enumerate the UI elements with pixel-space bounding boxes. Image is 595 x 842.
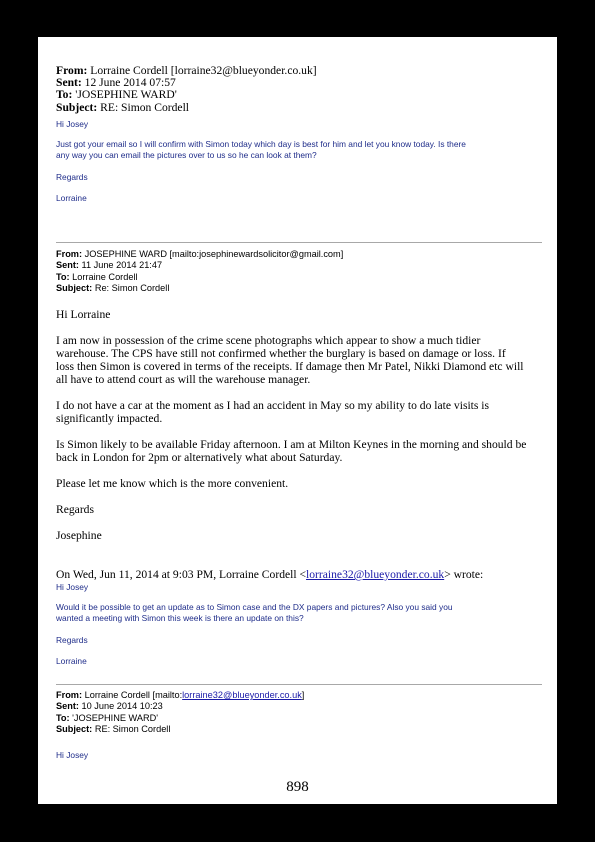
sent-label: Sent: <box>56 76 82 90</box>
separator-rule <box>56 684 542 685</box>
to-label: To: <box>56 712 70 723</box>
quoted-intro-prefix: On Wed, Jun 11, 2014 at 9:03 PM, Lorraine Cordell < <box>56 568 307 581</box>
email1-body-line: Just got your email so I will confirm with Simon today which day is best for him and let you know today. Is there <box>56 139 466 149</box>
paragraph-line: I am now in possession of the crime scene photographs which appear to show a much tidier <box>56 334 481 347</box>
email2-paragraph-3 <box>56 438 546 464</box>
paragraph-line: warehouse. The CPS have still not confirmed whether the burglary is based on damage or loss. If <box>56 347 506 360</box>
subject-label: Subject: <box>56 283 93 294</box>
from-prefix: Lorraine Cordell [mailto: <box>84 690 183 700</box>
email2-regards: Regards <box>56 503 94 516</box>
sent-label: Sent: <box>56 701 79 712</box>
email3-greeting: Hi Josey <box>56 750 89 760</box>
sent-label: Sent: <box>56 260 79 271</box>
quoted-greeting: Hi Josey <box>56 582 89 592</box>
email1-greeting: Hi Josey <box>56 119 89 129</box>
sent-value: 12 June 2014 07:57 <box>84 76 176 90</box>
from-label: From: <box>56 690 83 700</box>
email2-paragraph-1 <box>56 334 546 386</box>
subject-label: Subject: <box>56 724 93 735</box>
email2-greeting: Hi Lorraine <box>56 308 111 321</box>
to-value: 'JOSEPHINE WARD' <box>75 88 177 102</box>
quoted-body-line: Would it be possible to get an update as to Simon case and the DX papers and pictures? Also you said you <box>56 602 453 612</box>
subject-value: Re: Simon Cordell <box>94 283 170 294</box>
to-label: To: <box>56 88 73 102</box>
paragraph-line: back in London for 2pm or alternatively what about Saturday. <box>56 451 343 464</box>
email2-header <box>56 249 546 295</box>
document-page <box>38 37 557 804</box>
quoted-signature: Lorraine <box>56 656 87 666</box>
email2-signature: Josephine <box>56 529 102 542</box>
to-value: 'JOSEPHINE WARD' <box>72 712 159 723</box>
email1-regards: Regards <box>56 172 88 182</box>
sent-value: 11 June 2014 21:47 <box>81 260 163 271</box>
subject-value: RE: Simon Cordell <box>100 100 190 114</box>
email-link[interactable]: lorraine32@blueyonder.co.uk <box>306 568 445 581</box>
from-value: JOSEPHINE WARD [mailto:josephinewardsolicitor@gmail.com] <box>84 249 344 259</box>
email1-body <box>56 139 551 161</box>
quoted-body <box>56 602 551 624</box>
subject-value: RE: Simon Cordell <box>94 724 171 735</box>
email3-header <box>56 690 546 736</box>
email1-signature: Lorraine <box>56 193 87 203</box>
separator-rule <box>56 242 542 243</box>
from-value: Lorraine Cordell [lorraine32@blueyonder.co.uk] <box>90 64 317 77</box>
from-label: From: <box>56 64 88 77</box>
to-value: Lorraine Cordell <box>72 271 138 282</box>
paragraph-line: all have to attend court as will the warehouse manager. <box>56 373 311 386</box>
email-link[interactable]: lorraine32@blueyonder.co.uk <box>182 690 302 700</box>
paragraph-line: loss then Simon is covered in terms of the receipts. If damage then Mr Patel, Nikki Diamond etc will <box>56 360 524 373</box>
quoted-intro <box>56 568 546 581</box>
subject-label: Subject: <box>56 100 98 114</box>
email1-body-line: any way you can email the pictures over to us so he can look at them? <box>56 150 317 160</box>
email2-paragraph-2 <box>56 399 546 425</box>
paragraph-line: significantly impacted. <box>56 412 163 425</box>
email2-paragraph-4: Please let me know which is the more convenient. <box>56 477 289 490</box>
to-label: To: <box>56 271 70 282</box>
from-suffix: ] <box>301 690 305 700</box>
sent-value: 10 June 2014 10:23 <box>81 701 163 712</box>
paragraph-line: Is Simon likely to be available Friday afternoon. I am at Milton Keynes in the morning and should be <box>56 438 527 451</box>
page-number: 898 <box>286 779 309 795</box>
quoted-regards: Regards <box>56 635 88 645</box>
quoted-intro-suffix: > wrote: <box>444 568 484 581</box>
quoted-body-line: wanted a meeting with Simon this week is there an update on this? <box>56 613 304 623</box>
email1-header <box>56 65 546 114</box>
paragraph-line: I do not have a car at the moment as I had an accident in May so my ability to do late visits is <box>56 399 490 412</box>
from-label: From: <box>56 249 83 259</box>
